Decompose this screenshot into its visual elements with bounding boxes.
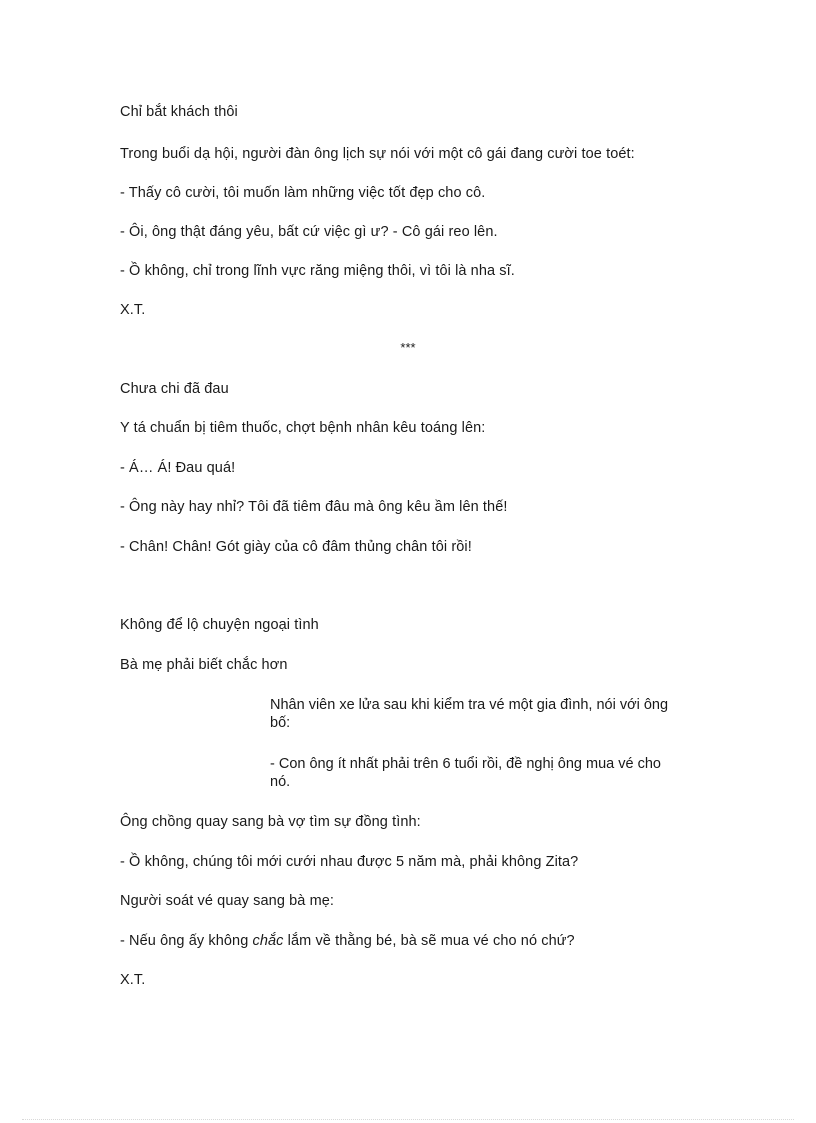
- paragraph: Y tá chuẩn bị tiêm thuốc, chợt bệnh nhân kêu toáng lên:: [120, 420, 486, 436]
- paragraph: - Ông này hay nhỉ? Tôi đã tiêm đâu mà ông kêu ầm lên thế!: [120, 499, 508, 515]
- signature: X.T.: [120, 972, 146, 988]
- paragraph: Trong buổi dạ hội, người đàn ông lịch sự nói với một cô gái đang cười toe toét:: [120, 146, 635, 162]
- story-title: Không để lộ chuyện ngoại tình: [120, 617, 319, 633]
- paragraph: - Chân! Chân! Gót giày của cô đâm thủng chân tôi rồi!: [120, 539, 472, 555]
- story-title: Chỉ bắt khách thôi: [120, 104, 238, 120]
- story-title: Chưa chi đã đau: [120, 381, 229, 397]
- paragraph: Ông chồng quay sang bà vợ tìm sự đồng tình:: [120, 814, 421, 830]
- section-separator: ***: [400, 340, 416, 355]
- text-run: - Nếu ông ấy không: [120, 933, 253, 949]
- paragraph: - Ồ không, chúng tôi mới cưới nhau được 5 năm mà, phải không Zita?: [120, 854, 579, 870]
- paragraph-with-emphasis: [120, 932, 575, 950]
- text-run: lắm về thằng bé, bà sẽ mua vé cho nó chứ?: [283, 933, 575, 949]
- signature: X.T.: [120, 302, 146, 318]
- indented-paragraph: - Con ông ít nhất phải trên 6 tuổi rồi, đề nghị ông mua vé cho nó.: [270, 756, 661, 790]
- paragraph: - Thấy cô cười, tôi muốn làm những việc tốt đẹp cho cô.: [120, 185, 486, 201]
- paragraph: - Á… Á! Đau quá!: [120, 460, 236, 476]
- indented-paragraph: Nhân viên xe lửa sau khi kiểm tra vé một gia đình, nói với ông bố:: [270, 697, 669, 731]
- paragraph: - Ôi, ông thật đáng yêu, bất cứ việc gì ư? - Cô gái reo lên.: [120, 224, 498, 240]
- page-bottom-edge: [22, 1119, 794, 1120]
- paragraph: Người soát vé quay sang bà mẹ:: [120, 893, 335, 909]
- emphasis-text: chắc: [252, 933, 284, 949]
- story-subtitle: Bà mẹ phải biết chắc hơn: [120, 657, 288, 673]
- paragraph: - Ồ không, chỉ trong lĩnh vực răng miệng thôi, vì tôi là nha sĩ.: [120, 263, 515, 279]
